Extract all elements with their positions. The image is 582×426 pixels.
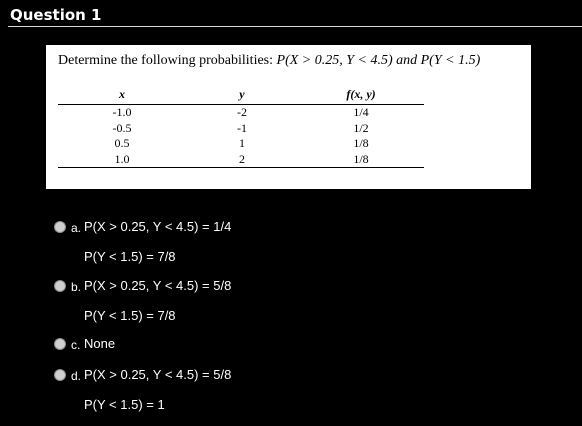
table-row — [58, 152, 424, 168]
option-letter: c. — [71, 338, 81, 352]
cell-fxy: 1/2 — [353, 120, 369, 135]
radio-button-c[interactable] — [54, 338, 66, 350]
question-prompt — [58, 53, 480, 69]
cell-y: -1 — [236, 120, 247, 135]
probability-table — [58, 84, 424, 168]
option-text: None — [84, 336, 116, 351]
question-title: Question 1 — [10, 6, 102, 24]
radio-button-b[interactable] — [54, 280, 66, 292]
table-row — [58, 105, 424, 121]
cell-x: 1.0 — [58, 152, 186, 168]
radio-button-a[interactable] — [54, 221, 66, 233]
cell-y: -2 — [236, 105, 247, 120]
option-letter: d. — [71, 369, 82, 383]
option-text-secondary: P(Y < 1.5) = 7/8 — [84, 249, 176, 264]
option-letter: a. — [71, 221, 82, 235]
header-fxy: f(x, y) — [298, 84, 424, 105]
question-image — [46, 45, 531, 189]
title-divider — [8, 26, 582, 27]
cell-y: 1 — [238, 136, 245, 151]
option-text: P(X > 0.25, Y < 4.5) = 1/4 — [84, 219, 232, 234]
option-text: P(X > 0.25, Y < 4.5) = 5/8 — [84, 278, 232, 293]
header-y: y — [186, 84, 298, 105]
option-text-secondary: P(Y < 1.5) = 1 — [84, 397, 165, 412]
table-row — [58, 136, 424, 152]
option-text: P(X > 0.25, Y < 4.5) = 5/8 — [84, 367, 232, 382]
option-text-secondary: P(Y < 1.5) = 7/8 — [84, 308, 176, 323]
table-row — [58, 121, 424, 137]
radio-button-d[interactable] — [54, 369, 66, 381]
cell-x: -1.0 — [112, 105, 132, 120]
header-x: x — [58, 84, 186, 105]
cell-fxy: 1/8 — [353, 136, 369, 151]
cell-y: 2 — [186, 152, 298, 168]
cell-fxy: 1/8 — [298, 152, 424, 168]
cell-x: -0.5 — [112, 120, 132, 135]
prompt-expression: P(X > 0.25, Y < 4.5) and P(Y < 1.5) — [276, 53, 481, 68]
cell-x: 0.5 — [114, 136, 130, 151]
prompt-lead: Determine the following probabilities: — [58, 53, 277, 68]
option-letter: b. — [71, 280, 82, 294]
cell-fxy: 1/4 — [353, 105, 369, 120]
